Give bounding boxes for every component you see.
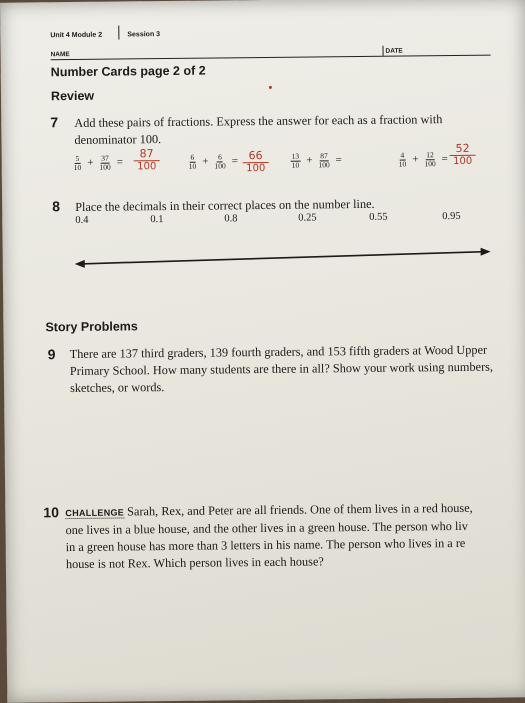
left-arrowhead xyxy=(75,260,85,268)
date-divider xyxy=(382,46,383,56)
fraction-a: $\frac{5}{10}$ xyxy=(73,153,82,172)
fraction-b: $\frac{12}{100}$ xyxy=(424,150,436,169)
right-arrowhead xyxy=(481,248,491,256)
decimal-card-6: 0.95 xyxy=(442,210,461,223)
fraction-b: $\frac{37}{100}$ xyxy=(99,153,111,172)
q7-number: 7 xyxy=(50,114,59,131)
q7-text: Add these pairs of fractions. Express the answer for each as a fraction with denominator 100. xyxy=(74,112,443,147)
q7-problem-2: $\frac{6}{10}$ + $\frac{6}{100}$ = xyxy=(188,152,238,171)
header-divider xyxy=(118,26,119,40)
q7-answer-4: $\frac{52}{100}$ xyxy=(449,142,475,167)
q9-text: There are 137 third graders, 139 fourth graders, and 153 fifth graders at Wood Upper Primary School. How many students are there in all? Show your work using numbers, sketches, or words. xyxy=(69,342,494,396)
number-line xyxy=(73,246,493,270)
story-problems-heading: Story Problems xyxy=(45,319,138,335)
q7-answer-1: $\frac{87}{100}$ xyxy=(134,147,160,172)
date-label: DATE xyxy=(385,47,403,55)
name-label: NAME xyxy=(50,51,70,59)
session-label: Session 3 xyxy=(127,31,161,39)
q8-text: Place the decimals in their correct places on the number line. xyxy=(75,196,375,214)
q10-line-4: house is not Rex. Which person lives in each house? xyxy=(65,554,324,572)
review-heading: Review xyxy=(50,88,95,104)
challenge-label: CHALLENGE xyxy=(65,507,125,519)
q10-line-2: one lives in a blue house, and the other lives in a green house. The person who liv xyxy=(65,518,468,538)
q7-problem-3: $\frac{13}{10}$ + $\frac{87}{100}$ = xyxy=(291,151,342,170)
q8-number: 8 xyxy=(52,198,61,215)
q10-number: 10 xyxy=(43,504,60,521)
pencil-dot-mark xyxy=(269,86,272,89)
fraction-b: $\frac{87}{100}$ xyxy=(318,151,330,170)
name-line xyxy=(51,55,491,61)
page-title: Number Cards page 2 of 2 xyxy=(50,63,206,80)
q7-answer-2: $\frac{66}{100}$ xyxy=(243,149,269,174)
q10-text xyxy=(65,499,525,573)
q10-line-1: Sarah, Rex, and Peter are all friends. One of them lives in a red house, xyxy=(127,500,473,519)
fraction-b: $\frac{6}{100}$ xyxy=(214,152,226,171)
unit-module-label: Unit 4 Module 2 xyxy=(50,31,103,40)
fraction-a: $\frac{4}{10}$ xyxy=(398,150,407,169)
decimal-card-1: 0.4 xyxy=(75,214,89,226)
decimal-card-4: 0.25 xyxy=(298,212,317,224)
decimal-card-3: 0.8 xyxy=(224,213,238,225)
q10-line-3: in a green house has more than 3 letters in his name. The person who lives in a re xyxy=(65,535,466,555)
fraction-a: $\frac{6}{10}$ xyxy=(188,152,197,171)
q7-problem-1: $\frac{5}{10}$ + $\frac{37}{100}$ = xyxy=(73,153,123,172)
q9-number: 9 xyxy=(47,346,56,363)
decimal-card-5: 0.55 xyxy=(369,211,388,223)
fraction-a: $\frac{13}{10}$ xyxy=(291,151,300,170)
q7-problem-4: $\frac{4}{10}$ + $\frac{12}{100}$ = xyxy=(398,150,448,169)
decimal-card-2: 0.1 xyxy=(150,214,164,226)
